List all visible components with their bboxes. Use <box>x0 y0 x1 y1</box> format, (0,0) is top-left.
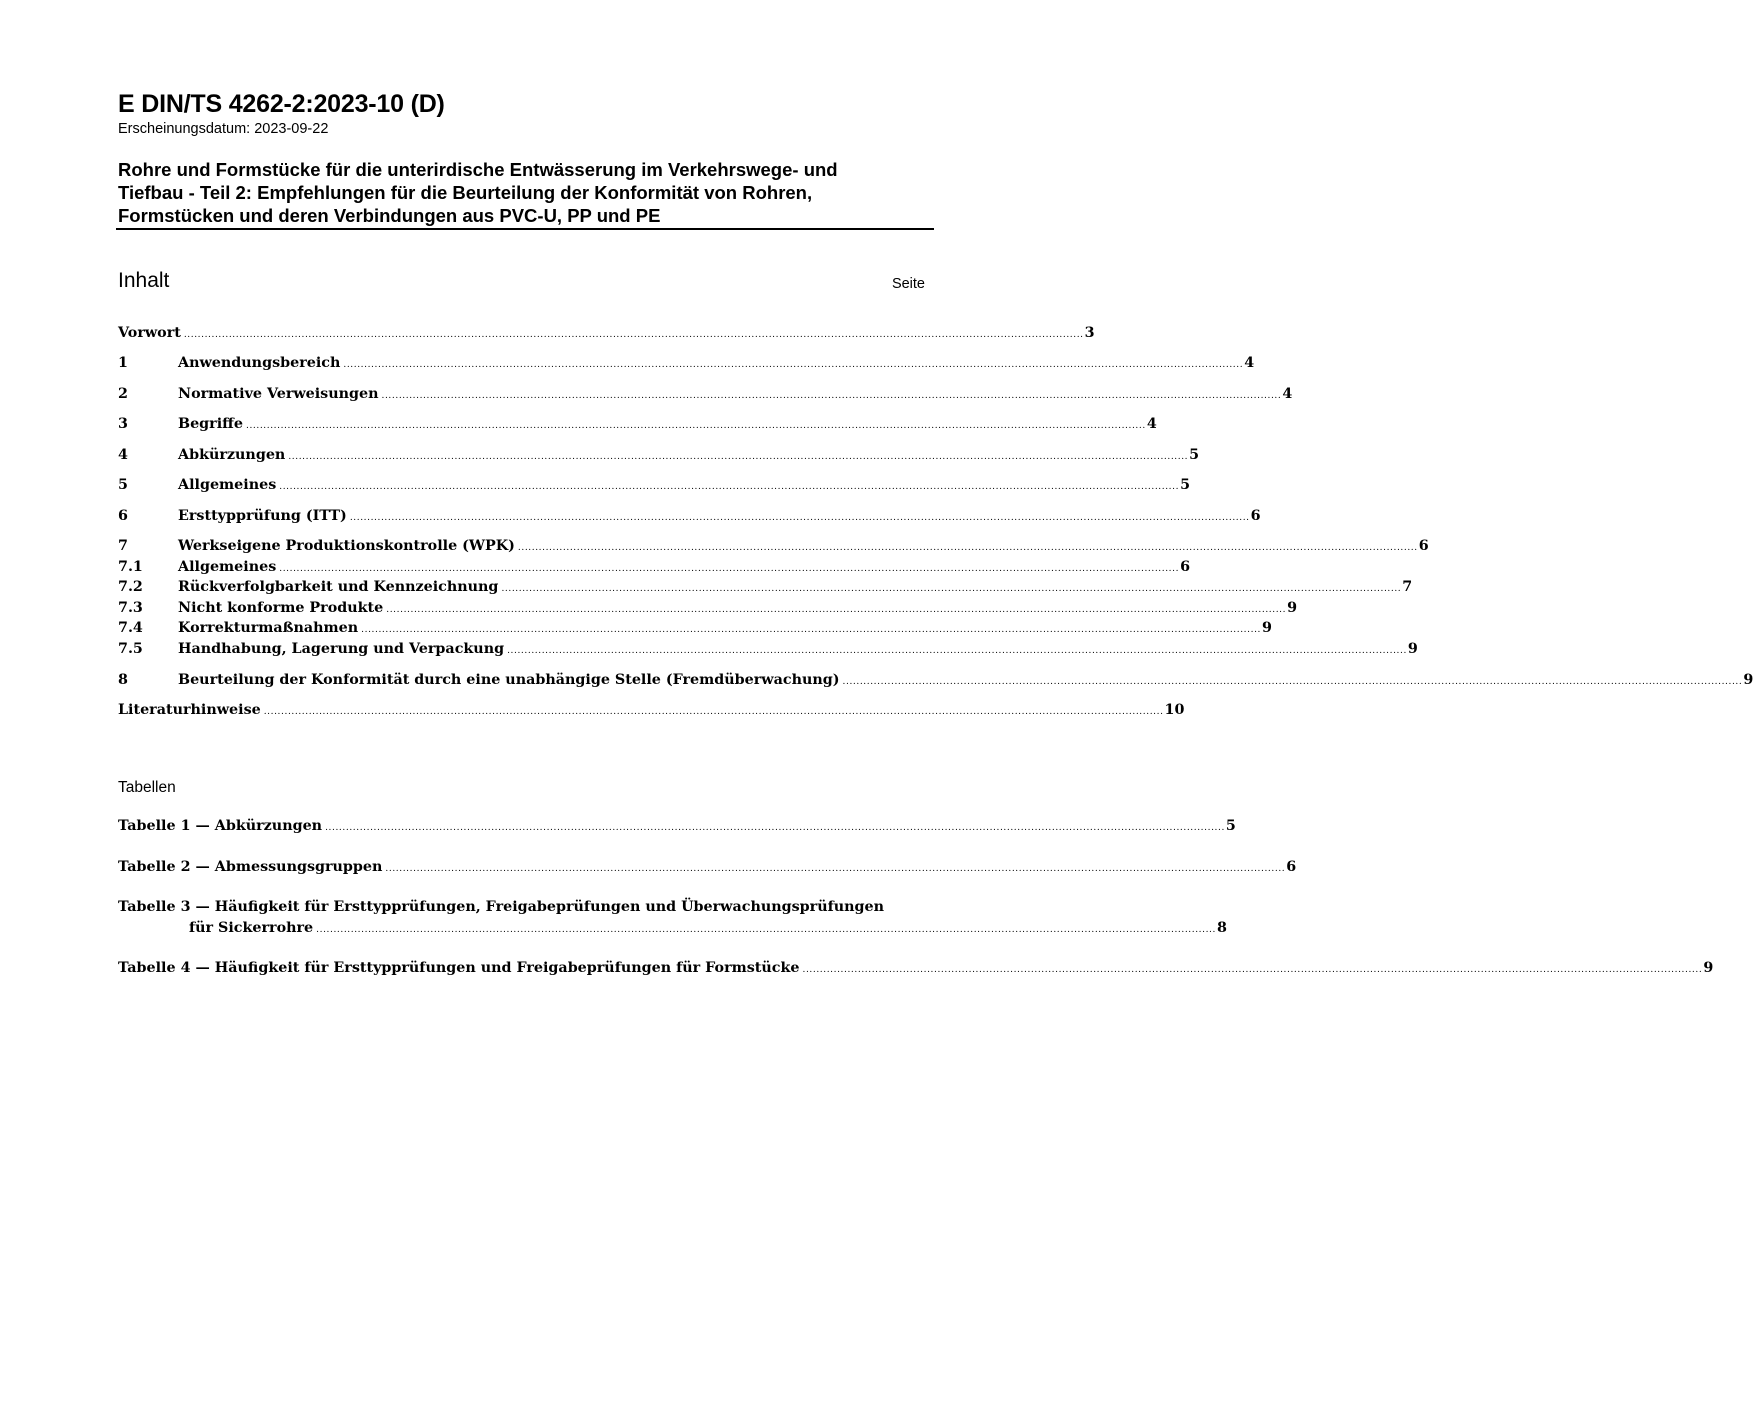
toc-leader: .................................................................................................................................................................................................................................................................... <box>245 421 1146 431</box>
table-entry-label: Tabelle 4 — Häufigkeit für Ersttypprüfungen und Freigabeprüfungen für Formstücke <box>118 960 800 976</box>
toc-entry-label: Rückverfolgbarkeit und Kennzeichnung <box>178 579 499 595</box>
toc-entry-label: Nicht konforme Produkte <box>178 600 384 616</box>
title-line: Rohre und Formstücke für die unterirdische Entwässerung im Verkehrswege- und <box>118 159 838 180</box>
toc-leader: .................................................................................................................................................................................................................................................................... <box>842 677 1743 687</box>
toc-entry-page: 4 <box>1146 416 1157 432</box>
toc-entry-7-3[interactable] <box>118 600 1298 620</box>
toc-leader: .................................................................................................................................................................................................................................................................... <box>802 965 1703 975</box>
toc-entry-page: 6 <box>1180 559 1191 575</box>
toc-entry-7[interactable] <box>118 538 1429 558</box>
toc-entry-page: 6 <box>1250 508 1261 524</box>
toc-entry-label: Anwendungsbereich <box>178 355 341 371</box>
toc-entry-label: Literaturhinweise <box>118 702 261 718</box>
table-entry-label: für Sickerrohre <box>189 920 314 936</box>
toc-entry-4[interactable] <box>118 447 1200 467</box>
toc-entry-number: 1 <box>118 355 128 371</box>
toc-entry-number: 7.1 <box>118 559 143 575</box>
toc-entry-page: 4 <box>1244 355 1255 371</box>
toc-entry-literatur[interactable] <box>118 702 1185 722</box>
table-entry-3-line1[interactable]: Tabelle 3 — Häufigkeit für Ersttypprüfungen, Freigabeprüfungen und Überwachungsprüfungen <box>118 899 885 915</box>
toc-entry-label: Beurteilung der Konformität durch eine unabhängige Stelle (Fremdüberwachung) <box>178 672 840 688</box>
toc-entry-2[interactable] <box>118 386 1293 406</box>
toc-leader: .................................................................................................................................................................................................................................................................... <box>501 584 1402 594</box>
toc-entry-number: 4 <box>118 447 128 463</box>
toc-entry-3[interactable] <box>118 416 1157 436</box>
table-entry-2[interactable] <box>118 859 1297 879</box>
toc-entry-page: 4 <box>1282 386 1293 402</box>
toc-leader: .................................................................................................................................................................................................................................................................... <box>263 707 1164 717</box>
toc-entry-7-1[interactable] <box>118 559 1191 579</box>
table-entry-4[interactable] <box>118 960 1714 980</box>
toc-entry-label: Allgemeines <box>178 559 277 575</box>
table-entry-page: 6 <box>1286 859 1297 875</box>
title-line: Formstücken und deren Verbindungen aus PVC-U, PP und PE <box>118 205 661 226</box>
toc-entry-page: 5 <box>1189 447 1200 463</box>
table-entry-page: 5 <box>1225 818 1236 834</box>
toc-entry-page: 9 <box>1407 641 1418 657</box>
toc-leader: .................................................................................................................................................................................................................................................................... <box>385 864 1286 874</box>
toc-leader: .................................................................................................................................................................................................................................................................... <box>517 543 1418 553</box>
document-id: E DIN/TS 4262-2:2023-10 (D) <box>118 90 445 118</box>
toc-entry-page: 10 <box>1164 702 1185 718</box>
table-entry-page: 9 <box>1703 960 1714 976</box>
toc-entry-1[interactable] <box>118 355 1255 375</box>
toc-entry-number: 7.2 <box>118 579 143 595</box>
toc-entry-number: 7.4 <box>118 620 143 636</box>
toc-entry-number: 5 <box>118 477 128 493</box>
toc-entry-page: 9 <box>1743 672 1753 688</box>
toc-entry-page: 3 <box>1084 325 1095 341</box>
page-column-label: Seite <box>891 276 925 292</box>
toc-entry-label: Ersttypprüfung (ITT) <box>178 508 347 524</box>
toc-entry-vorwort[interactable] <box>118 325 1095 345</box>
toc-entry-7-2[interactable] <box>118 579 1413 599</box>
toc-leader: .................................................................................................................................................................................................................................................................... <box>507 646 1407 656</box>
toc-entry-page: 6 <box>1418 538 1429 554</box>
table-entry-label: Tabelle 2 — Abmessungsgruppen <box>118 859 383 875</box>
toc-entry-page: 5 <box>1180 477 1191 493</box>
toc-entry-number: 2 <box>118 386 128 402</box>
title-divider <box>116 228 934 230</box>
toc-entry-number: 7 <box>118 538 128 554</box>
table-entry-1[interactable] <box>118 818 1236 838</box>
title-line: Tiefbau - Teil 2: Empfehlungen für die Beurteilung der Konformität von Rohren, <box>118 182 813 203</box>
toc-entry-label: Normative Verweisungen <box>178 386 379 402</box>
toc-entry-number: 7.3 <box>118 600 143 616</box>
toc-entry-8[interactable] <box>118 672 1753 692</box>
toc-entry-label: Begriffe <box>178 416 243 432</box>
publication-date: Erscheinungsdatum: 2023-09-22 <box>118 121 329 137</box>
document-title <box>118 158 933 227</box>
toc-entry-number: 8 <box>118 672 128 688</box>
table-entry-label: Tabelle 1 — Abkürzungen <box>118 818 323 834</box>
toc-entry-page: 7 <box>1402 579 1413 595</box>
toc-entry-label: Handhabung, Lagerung und Verpackung <box>178 641 505 657</box>
toc-leader: .................................................................................................................................................................................................................................................................... <box>361 625 1261 635</box>
toc-entry-page: 9 <box>1287 600 1298 616</box>
toc-leader: .................................................................................................................................................................................................................................................................... <box>343 360 1244 370</box>
toc-entry-5[interactable] <box>118 477 1191 497</box>
toc-leader: .................................................................................................................................................................................................................................................................... <box>386 605 1287 615</box>
toc-entry-7-5[interactable] <box>118 641 1418 661</box>
toc-entry-label: Vorwort <box>118 325 181 341</box>
toc-entry-number: 6 <box>118 508 128 524</box>
toc-leader: .................................................................................................................................................................................................................................................................... <box>288 452 1189 462</box>
toc-leader: .................................................................................................................................................................................................................................................................... <box>381 391 1282 401</box>
toc-entry-7-4[interactable] <box>118 620 1272 640</box>
tables-heading: Tabellen <box>118 779 176 796</box>
toc-leader: .................................................................................................................................................................................................................................................................... <box>316 925 1216 935</box>
toc-entry-label: Abkürzungen <box>178 447 286 463</box>
toc-entry-label: Werkseigene Produktionskontrolle (WPK) <box>178 538 515 554</box>
toc-entry-number: 3 <box>118 416 128 432</box>
toc-leader: .................................................................................................................................................................................................................................................................... <box>325 823 1225 833</box>
table-entry-page: 8 <box>1216 920 1227 936</box>
toc-entry-label: Korrekturmaßnahmen <box>178 620 359 636</box>
toc-leader: .................................................................................................................................................................................................................................................................... <box>183 330 1084 340</box>
toc-leader: .................................................................................................................................................................................................................................................................... <box>279 482 1180 492</box>
table-entry-3-line2[interactable] <box>189 920 1227 940</box>
toc-entry-number: 7.5 <box>118 641 143 657</box>
toc-leader: .................................................................................................................................................................................................................................................................... <box>279 564 1180 574</box>
toc-heading: Inhalt <box>118 269 170 292</box>
toc-entry-6[interactable] <box>118 508 1261 528</box>
toc-entry-label: Allgemeines <box>178 477 277 493</box>
toc-entry-page: 9 <box>1262 620 1272 636</box>
toc-leader: .................................................................................................................................................................................................................................................................... <box>349 513 1250 523</box>
